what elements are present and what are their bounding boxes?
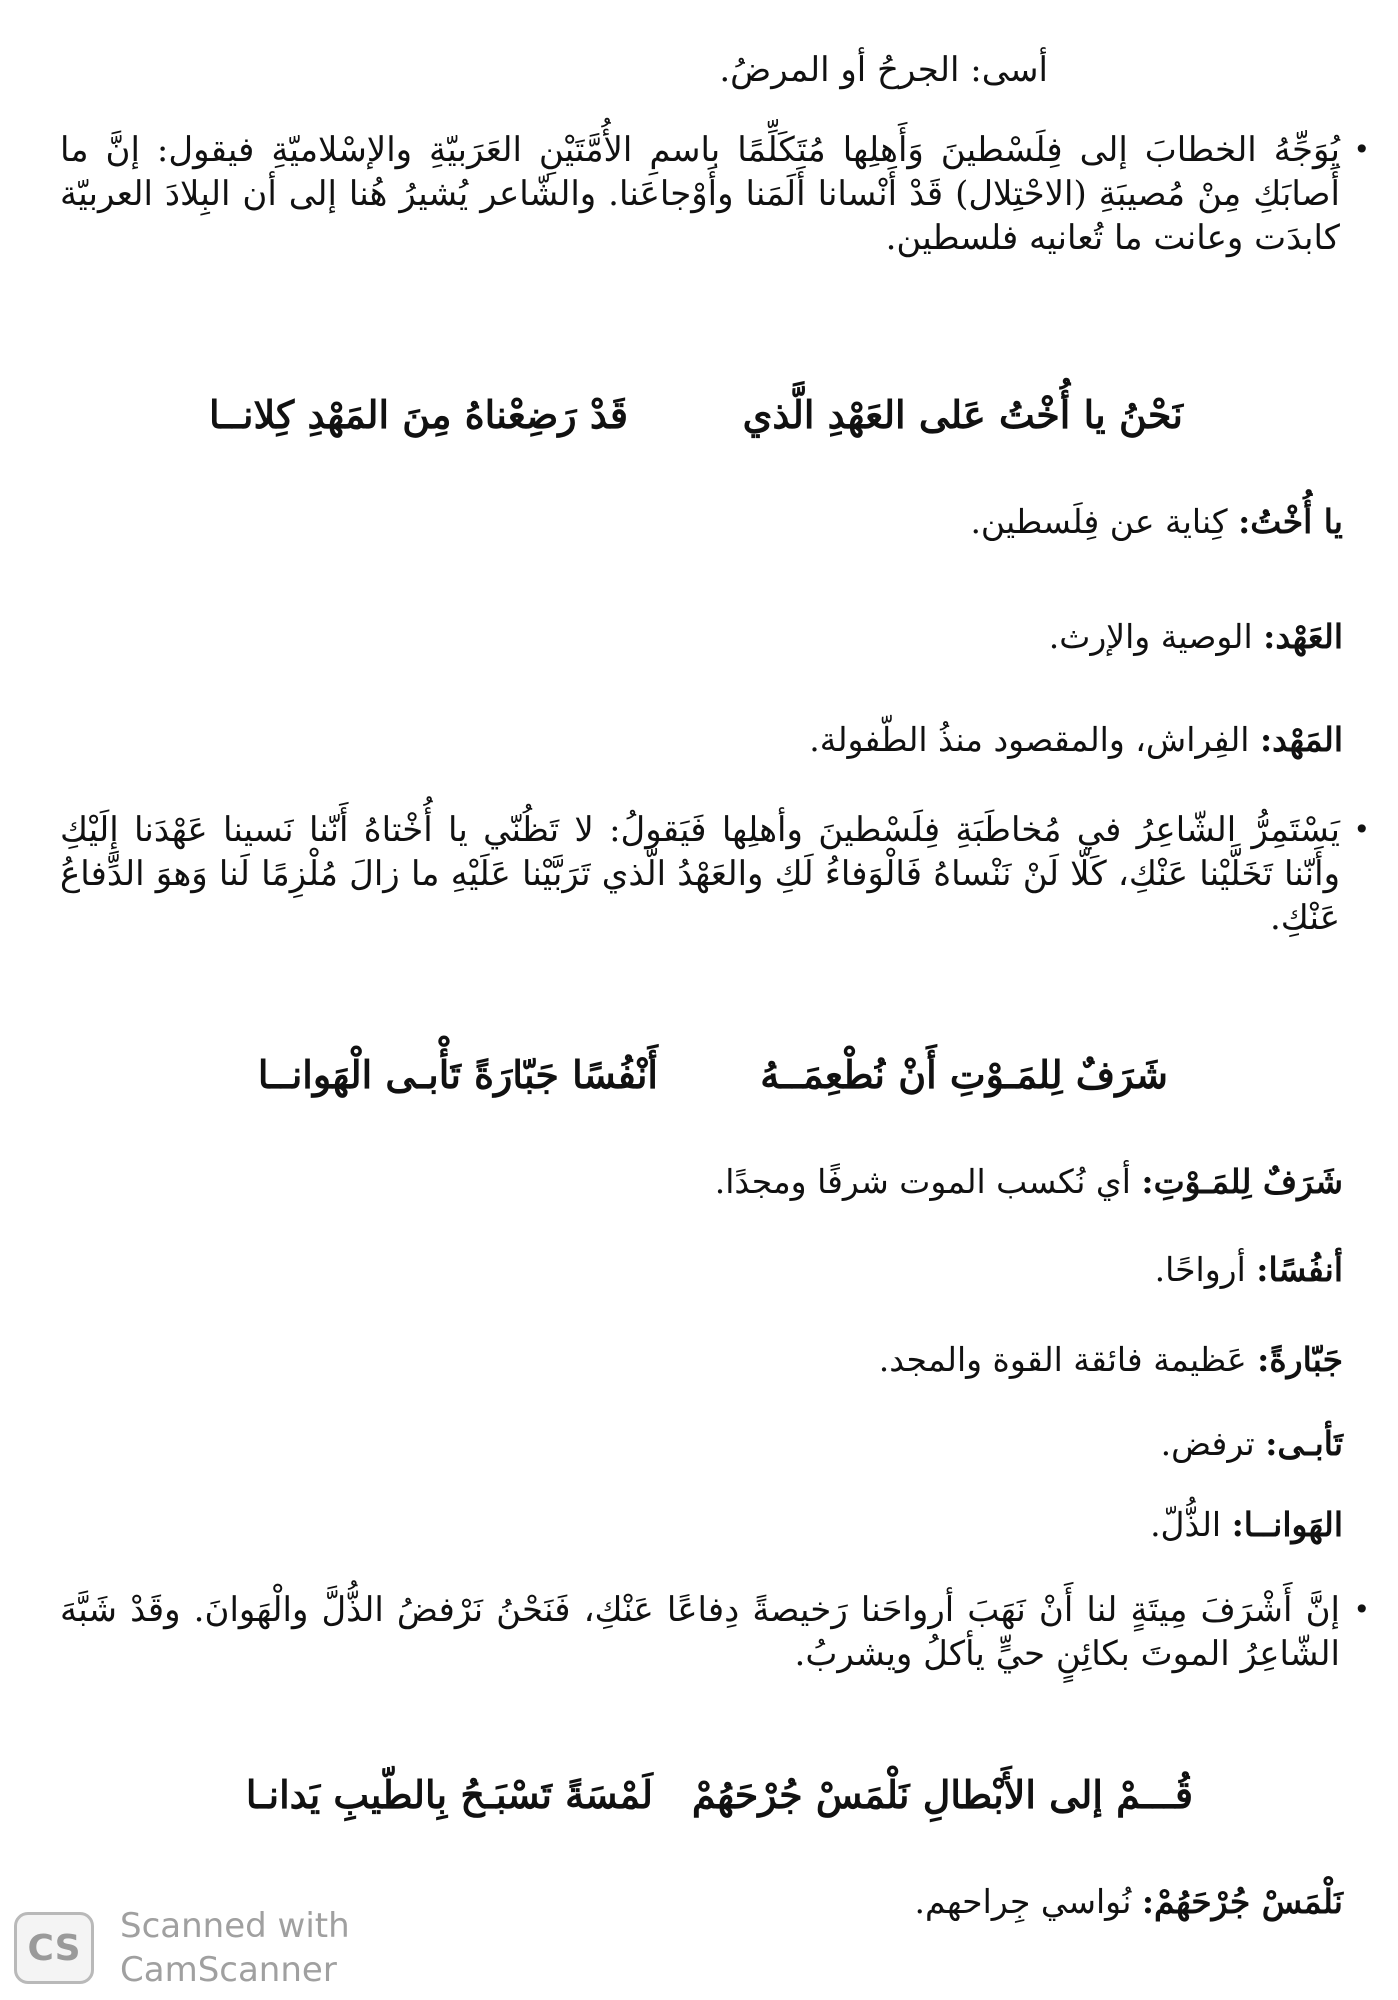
definition-term: جَبّارةً: xyxy=(1257,1340,1343,1379)
camscanner-logo-icon: CS xyxy=(14,1912,94,1984)
verse-3-second-hemistich: لَمْسَةً تَسْبَـحُ بِالطّيبِ يَدانـا xyxy=(245,1772,653,1817)
paragraph-3: إنَّ أَشْرَفَ مِيتَةٍ لنا أَنْ نَهَبَ أرواحَنا رَخيصةً دِفاعًا عَنْكِ، فَنَحْنُ نَرْفضُ الذُّلَّ والْهَوانَ. وقَدْ شَبَّهَ الشّاعِرُ الموتَ بكائِنٍ حيٍّ يأكلُ ويشربُ. xyxy=(60,1590,1340,1674)
definition-al-mahd xyxy=(809,718,1343,762)
definition-al-ahd xyxy=(1049,615,1343,659)
definition-nalmas-jurhahum xyxy=(915,1880,1344,1924)
definition-text: الذُّلّ. xyxy=(1150,1505,1232,1544)
definition-al-hawana xyxy=(1150,1503,1343,1547)
verse-2-second-hemistich: أَنْفُسًا جَبّارَةً تَأْبـى الْهَوانــا xyxy=(257,1052,658,1097)
definition-term: أنفُسًا: xyxy=(1256,1250,1343,1289)
verse-3-first-hemistich: قُـــمْ إلى الأَبْطالِ نَلْمَسْ جُرْحَهُمْ xyxy=(691,1772,1193,1817)
definition-text: عَظيمة فائقة القوة والمجد. xyxy=(878,1340,1258,1379)
definition-text: أي نُكسب الموت شرفًا ومجدًا. xyxy=(714,1162,1142,1201)
verse-1-first-hemistich: نَحْنُ يا أُخْتُ عَلى العَهْدِ الَّذي xyxy=(742,392,1183,437)
definition-text: الوصية والإرث. xyxy=(1048,617,1264,656)
definition-ya-ukht xyxy=(970,500,1343,544)
definition-term: نَلْمَسْ جُرْحَهُمْ: xyxy=(1141,1882,1343,1921)
definition-term: الهَوانــا: xyxy=(1231,1505,1343,1544)
definition-term: تَأبـى: xyxy=(1265,1424,1343,1463)
definition-term: المَهْد: xyxy=(1259,720,1343,759)
definition-sharaf xyxy=(715,1160,1343,1204)
definition-line-asa: أسى: الجرحُ أو المرضُ. xyxy=(719,50,1048,90)
definition-text: أرواحًا. xyxy=(1154,1250,1257,1289)
definition-anfusan xyxy=(1155,1248,1343,1292)
bullet-icon: • xyxy=(1353,813,1370,846)
bullet-icon: • xyxy=(1353,133,1370,166)
definition-text: الفِراش، والمقصود منذُ الطّفولة. xyxy=(809,720,1260,759)
bullet-icon: • xyxy=(1353,1593,1370,1626)
paragraph-1: يُوَجِّهُ الخطابَ إلى فِلَسْطينَ وَأَهلِها مُتَكَلِّمًا باسمِ الأُمَّتَيْنِ العَرَبيّةِ والإسْلاميّةِ فيقول: إنَّ ما أَصابَكِ مِنْ مُصيبَةِ (الاحْتِلال) قَدْ أَنْسانا أَلَمَنا وأَوْجاعَنا. والشّاعر يُشيرُ هُنا إلى أن البِلادَ العربيّة كابدَت وعانت ما تُعانيه فلسطين. xyxy=(60,130,1340,258)
definition-ta-ba xyxy=(1161,1422,1343,1466)
definition-text: نُواسي جِراحهم. xyxy=(914,1882,1142,1921)
watermark-line-2: CamScanner xyxy=(120,1950,337,1990)
paragraph-2: يَسْتَمِرُّ الشّاعِرُ في مُخاطَبَةِ فِلَسْطينَ وأهلِها فَيَقولُ: لا تَظُنّي يا أُخْتاهُ أَنّنا نَسينا عَهْدَنا إِلَيْكِ وأَنّنا تَخَلَّيْنا عَنْكِ، كَلّا لَنْ نَنْساهُ فَالْوَفاءُ لَكِ والعَهْدُ الّذي تَرَبَّيْنا عَلَيْهِ ما زالَ مُلْزِمًا لَنا وَهوَ الدِّفاعُ عَنْكِ. xyxy=(60,810,1340,938)
definition-term: العَهْد: xyxy=(1263,617,1343,656)
verse-2-first-hemistich: شَرَفٌ لِلمَـوْتِ أَنْ نُطْعِمَــهُ xyxy=(760,1052,1168,1097)
definition-text: كِناية عن فِلَسطين. xyxy=(970,502,1239,541)
definition-term: يا أُخْتُ: xyxy=(1238,502,1343,541)
definition-text: ترفض. xyxy=(1160,1424,1266,1463)
watermark-line-1: Scanned with xyxy=(120,1906,350,1946)
verse-1-second-hemistich: قَدْ رَضِعْناهُ مِنَ المَهْدِ كِلانــا xyxy=(209,392,628,437)
definition-term: شَرَفٌ لِلمَـوْتِ: xyxy=(1141,1162,1343,1201)
definition-jabbara xyxy=(879,1338,1343,1382)
